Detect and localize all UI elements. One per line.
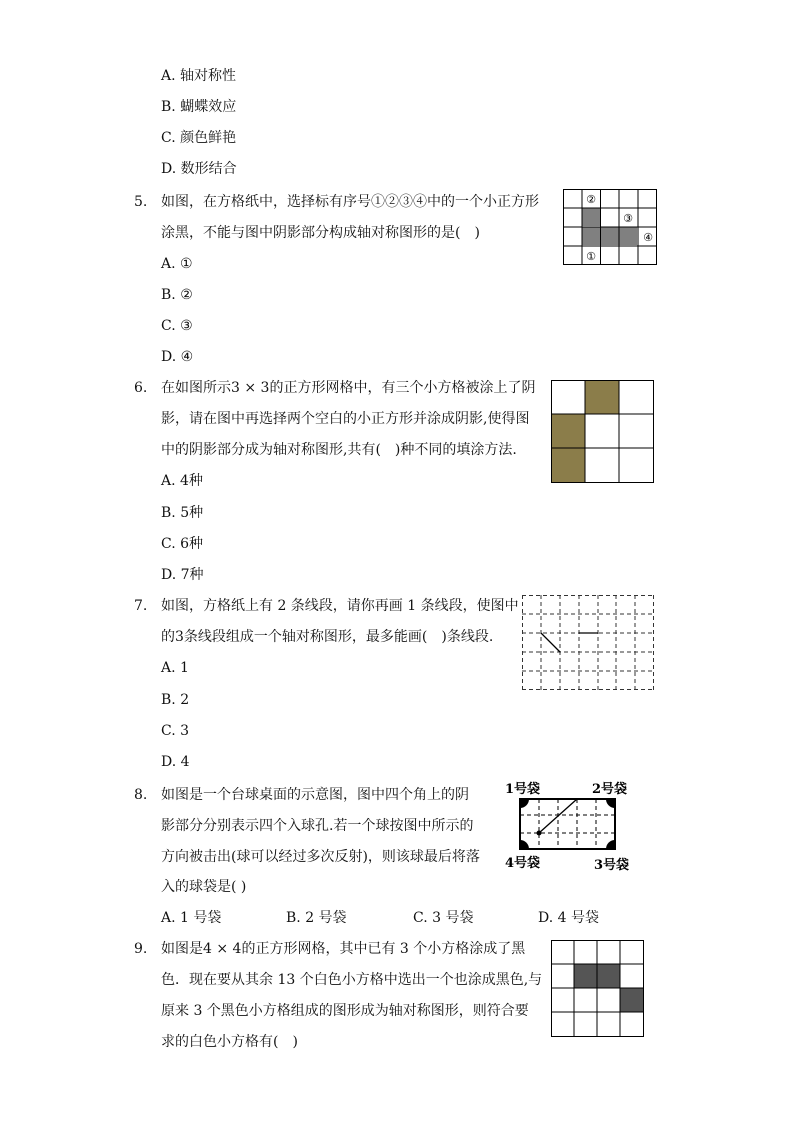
q5-option-b: B. ②	[161, 287, 193, 303]
q8-line-4: 入的球袋是( )	[161, 879, 247, 895]
q5-grid-figure	[563, 189, 657, 265]
q8-line-3: 方向被击出(球可以经过多次反射)，则该球最后将落	[161, 849, 480, 865]
q6-option-c: C. 6种	[161, 536, 204, 552]
q4-option-d: D. 数形结合	[161, 161, 237, 177]
q5-label-3: ③	[623, 212, 633, 225]
q5-line-2: 涂黑，不能与图中阴影部分构成轴对称图形的是( )	[161, 225, 480, 241]
q4-option-b: B. 蝴蝶效应	[161, 99, 237, 115]
q6-line-2: 影，请在图中再选择两个空白的小正方形并涂成阴影,使得图	[161, 411, 530, 427]
q8-label-pocket-3: 3号袋	[594, 858, 630, 873]
q8-number: 8.	[134, 787, 148, 803]
q9-line-2: 色．现在要从其余 13 个白色小方格中选出一个也涂成黑色,与	[161, 972, 543, 988]
q7-line-2: 的3条线段组成一个轴对称图形，最多能画( )条线段.	[161, 629, 494, 645]
q5-label-2: ②	[586, 193, 596, 206]
q6-shaded-cell	[551, 448, 585, 482]
q8-pocket-2	[606, 799, 615, 808]
q9-line-4: 求的白色小方格有( )	[161, 1034, 298, 1050]
q7-number: 7.	[134, 598, 148, 614]
q4-option-c: C. 颜色鲜艳	[161, 130, 237, 146]
q7-line-1: 如图，方格纸上有 2 条线段，请你再画 1 条线段，使图中	[161, 598, 519, 614]
q7-segment-diagonal	[541, 633, 560, 652]
q7-option-d: D. 4	[161, 754, 190, 770]
q9-number: 9.	[134, 941, 148, 957]
q8-pocket-3	[606, 840, 615, 849]
q5-label-4: ④	[643, 231, 653, 244]
q8-option-a: A. 1 号袋	[161, 910, 222, 926]
q5-number: 5.	[134, 194, 148, 210]
q5-shaded-cell	[601, 227, 619, 245]
q8-table-border	[520, 799, 615, 849]
q5-label-1: ①	[586, 250, 596, 263]
q6-grid-figure	[551, 380, 654, 483]
q5-shaded-cell	[582, 208, 600, 226]
q8-pocket-1	[520, 799, 529, 808]
q8-label-pocket-2: 2号袋	[592, 782, 628, 797]
q5-shaded-cell	[582, 227, 600, 245]
q7-option-b: B. 2	[161, 692, 190, 708]
q5-option-a: A. ①	[161, 256, 193, 272]
q9-grid-figure	[551, 940, 644, 1037]
q7-option-a: A. 1	[161, 660, 189, 676]
q6-shaded-cell	[585, 380, 619, 414]
q6-option-d: D. 7种	[161, 567, 204, 583]
q8-option-d: D. 4 号袋	[538, 910, 599, 926]
q9-shaded-cell	[574, 964, 597, 988]
q8-ball	[537, 831, 542, 836]
q4-option-a: A. 轴对称性	[161, 68, 237, 84]
q5-shaded-cell	[619, 227, 637, 245]
q8-label-pocket-4: 4号袋	[505, 856, 541, 871]
q6-shaded-cell	[551, 414, 585, 448]
q5-option-c: C. ③	[161, 318, 193, 334]
q9-line-3: 原来 3 个黑色小方格组成的图形成为轴对称图形，则符合要	[161, 1003, 529, 1019]
q7-dashed-grid-figure	[522, 595, 654, 690]
q9-shaded-cell	[597, 964, 620, 988]
q7-option-c: C. 3	[161, 723, 190, 739]
q9-line-1: 如图是4 × 4的正方形网格，其中已有 3 个小方格涂成了黑	[161, 941, 526, 957]
q9-shaded-cell	[620, 988, 643, 1012]
q6-line-3: 中的阴影部分成为轴对称图形,共有( )种不同的填涂方法.	[161, 442, 517, 458]
q8-option-c: C. 3 号袋	[413, 910, 474, 926]
q8-option-b: B. 2 号袋	[286, 910, 347, 926]
q6-number: 6.	[134, 380, 148, 396]
q5-line-1: 如图，在方格纸中，选择标有序号①②③④中的一个小正方形	[161, 194, 539, 210]
q6-option-a: A. 4种	[161, 473, 203, 489]
q8-pocket-4	[520, 840, 529, 849]
q8-line-2: 影部分分别表示四个入球孔.若一个球按图中所示的	[161, 818, 474, 834]
q6-line-1: 在如图所示3 × 3的正方形网格中，有三个小方格被涂上了阴	[161, 380, 536, 396]
q8-label-pocket-1: 1号袋	[505, 782, 541, 797]
q8-billiard-table-figure	[503, 778, 641, 873]
q5-option-d: D. ④	[161, 349, 194, 365]
q6-option-b: B. 5种	[161, 505, 204, 521]
q8-line-1: 如图是一个台球桌面的示意图，图中四个角上的阴	[161, 787, 469, 803]
